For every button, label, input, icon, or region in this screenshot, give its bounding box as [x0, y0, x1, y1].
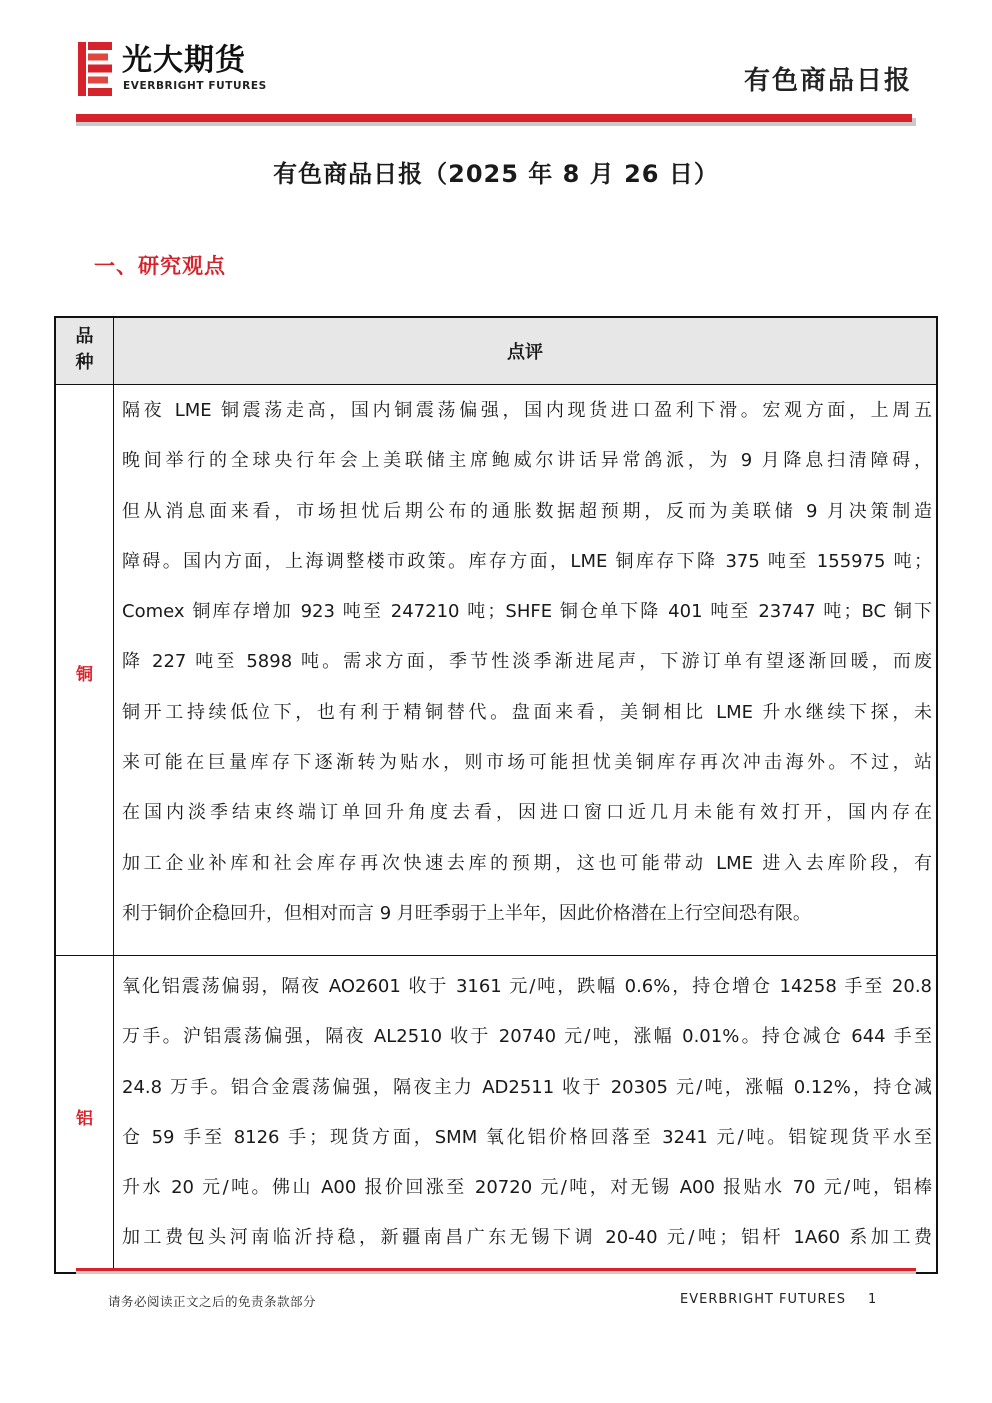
comment-line: 24.8 万手。铝合金震荡偏强，隔夜主力 AD2511 收于 20305 元/吨，涨幅 0.12%，持仓减: [122, 1076, 932, 1098]
comment-line: 升水 20 元/吨。佛山 A00 报价回涨至 20720 元/吨，对无锡 A00 报贴水 70 元/吨，铝棒: [122, 1177, 932, 1199]
comment-line: 加工费包头河南临沂持稳，新疆南昌广东无锡下调 20-40 元/吨；铝杆 1A60 系加工费: [122, 1227, 932, 1249]
footer-divider: [76, 1268, 916, 1276]
comment-line: 利于铜价企稳回升，但相对而言 9 月旺季弱于上半年，因此价格潜在上行空间恐有限。: [122, 902, 811, 924]
research-table: [54, 316, 938, 1274]
comment-line: 仓 59 手至 8126 手；现货方面，SMM 氧化铝价格回落至 3241 元/吨。铝锭现货平水至: [122, 1126, 932, 1148]
logo-name-en: EVERBRIGHT FUTURES: [123, 80, 267, 92]
comment-line: 隔夜 LME 铜震荡走高，国内铜震荡偏强，国内现货进口盈利下滑。宏观方面，上周五: [122, 400, 932, 421]
company-logo: [78, 42, 288, 98]
column-divider: [113, 318, 114, 1272]
document-title: 有色商品日报（2025 年 8 月 26 日）: [273, 160, 719, 188]
comment-line: 来可能在巨量库存下逐渐转为贴水，则市场可能担忧美铜库存再次冲击海外。不过，站: [122, 752, 932, 774]
row-divider: [56, 955, 936, 956]
variety-aluminum: 铝: [76, 1109, 93, 1129]
logo-name-cn: 光大期货: [122, 43, 246, 78]
section-heading: 一、研究观点: [94, 254, 226, 278]
everbright-logo-icon: [78, 42, 112, 96]
comment-line: 氧化铝震荡偏弱，隔夜 AO2601 收于 3161 元/吨，跌幅 0.6%，持仓增仓 14258 手至 20.8: [122, 976, 932, 997]
page-number: 1: [868, 1292, 877, 1307]
footer-disclaimer: 请务必阅读正文之后的免责条款部分: [108, 1294, 317, 1309]
header-divider: [76, 112, 916, 128]
header-comment: 点评: [507, 342, 543, 363]
comment-copper: [122, 386, 932, 939]
footer-brand: EVERBRIGHT FUTURES: [680, 1292, 847, 1307]
comment-line: 降 227 吨至 5898 吨。需求方面，季节性淡季渐进尾声，下游订单有望逐渐回暖，而废: [122, 651, 932, 673]
header-variety: 品 种: [75, 326, 94, 373]
comment-aluminum: [122, 962, 932, 1264]
comment-line: 晚间举行的全球央行年会上美联储主席鲍威尔讲话异常鸽派，为 9 月降息扫清障碍，: [122, 450, 932, 472]
comment-line: 铜开工持续低位下，也有利于精铜替代。盘面来看，美铜相比 LME 升水继续下探，未: [122, 701, 932, 723]
comment-line: Comex 铜库存增加 923 吨至 247210 吨；SHFE 铜仓单下降 401 吨至 23747 吨；BC 铜下: [122, 601, 932, 623]
table-header: [56, 318, 936, 385]
comment-line: 加工企业补库和社会库存再次快速去库的预期，这也可能带动 LME 进入去库阶段，有: [122, 852, 932, 874]
comment-line: 障碍。国内方面，上海调整楼市政策。库存方面，LME 铜库存下降 375 吨至 155975 吨；: [122, 550, 932, 572]
variety-copper: 铜: [76, 665, 93, 685]
comment-line: 但从消息面来看，市场担忧后期公布的通胀数据超预期，反而为美联储 9 月决策制造: [122, 500, 932, 522]
comment-line: 在国内淡季结束终端订单回升角度去看，因进口窗口近几月未能有效打开，国内存在: [122, 802, 932, 824]
header-report-type: 有色商品日报: [743, 66, 912, 96]
comment-line: 万手。沪铝震荡偏强，隔夜 AL2510 收于 20740 元/吨，涨幅 0.01%。持仓减仓 644 手至: [122, 1026, 932, 1048]
